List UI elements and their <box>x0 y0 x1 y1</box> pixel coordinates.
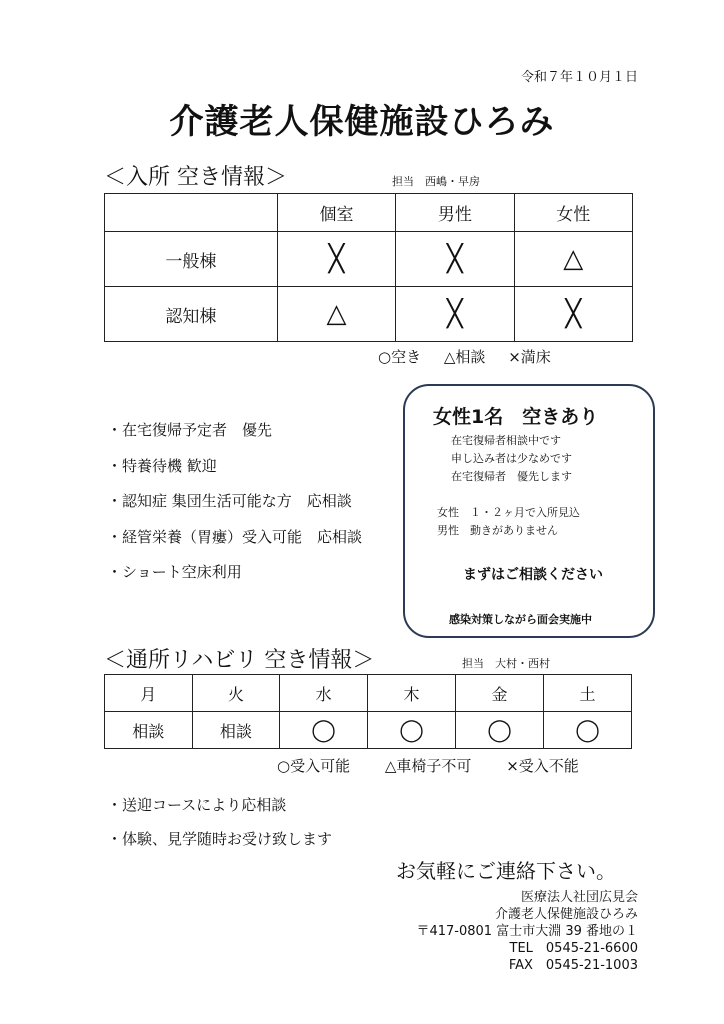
rehab-responsible: 担当 大村・西村 <box>462 657 550 670</box>
callout-headline: 女性1名 空きあり <box>433 406 599 428</box>
availability-symbol: ╳ <box>396 232 514 287</box>
day-availability: ◯ <box>368 712 456 749</box>
admission-section-title: ＜入所 空き情報＞ <box>104 165 287 190</box>
legend-item: △相談 <box>443 348 486 366</box>
list-item: ・経管栄養（胃瘻）受入可能 応相談 <box>107 527 363 546</box>
admission-vacancy-table <box>104 193 633 342</box>
day-header: 金 <box>456 675 544 712</box>
legend-item: △車椅子不可 <box>384 757 472 775</box>
availability-symbol: ╳ <box>277 232 395 287</box>
legend-item: ○受入可能 <box>277 757 351 775</box>
callout-line: 男性 動きがありません <box>437 524 558 537</box>
availability-symbol: ╳ <box>514 287 632 342</box>
callout-line: 在宅復帰者相談中です <box>451 434 561 447</box>
phone-number: TEL 0545-21-6600 <box>509 941 638 956</box>
callout-line: 在宅復帰者 優先します <box>451 470 572 483</box>
day-availability: ◯ <box>456 712 544 749</box>
list-item: ・在宅復帰予定者 優先 <box>107 421 273 439</box>
callout-line: 申し込み者は少なめです <box>451 452 572 465</box>
organization-name: 医療法人社団広見会 <box>520 890 638 905</box>
table-row <box>105 287 633 342</box>
column-header <box>105 194 278 232</box>
list-item: ・特養待機 歓迎 <box>107 456 217 475</box>
legend-item: ×受入不能 <box>506 757 579 775</box>
row-label: 認知棟 <box>105 287 278 342</box>
availability-symbol: △ <box>277 287 395 342</box>
admission-conditions-list <box>107 413 362 591</box>
column-header: 女性 <box>514 194 632 232</box>
column-header: 個室 <box>277 194 395 232</box>
vacancy-callout-box <box>403 384 655 638</box>
callout-status-lines <box>451 432 572 486</box>
day-availability: 相談 <box>105 712 193 749</box>
issue-date: 令和７年１０月１日 <box>520 70 638 85</box>
list-item: ・認知症 集団生活可能な方 応相談 <box>107 492 352 510</box>
column-header: 男性 <box>396 194 514 232</box>
postal-address: 〒417-0801 富士市大淵 39 番地の１ <box>416 924 638 939</box>
admission-legend <box>378 346 569 367</box>
day-header: 水 <box>280 675 368 712</box>
day-header: 月 <box>105 675 193 712</box>
table-header-row <box>105 194 633 232</box>
facility-name: 介護老人保健施設ひろみ <box>494 907 638 922</box>
callout-outlook-lines <box>437 504 580 540</box>
day-header: 土 <box>544 675 632 712</box>
rehab-notes-list <box>107 788 332 856</box>
list-item: ・体験、見学随時お受け致します <box>107 830 333 848</box>
fax-number: FAX 0545-21-1003 <box>508 958 638 973</box>
legend-item: ○空き <box>378 348 422 366</box>
callout-line: 女性 １・２ヶ月で入所見込 <box>437 506 580 519</box>
day-availability: ◯ <box>544 712 632 749</box>
facility-title: 介護老人保健施設ひろみ <box>169 102 555 142</box>
admission-responsible: 担当 西嶋・早房 <box>392 175 480 188</box>
availability-symbol: ╳ <box>396 287 514 342</box>
row-label: 一般棟 <box>105 232 278 287</box>
day-header: 火 <box>192 675 280 712</box>
table-header-row <box>105 675 632 712</box>
contact-footer <box>416 889 638 974</box>
table-row <box>105 232 633 287</box>
callout-cta: まずはご相談ください <box>463 567 603 583</box>
day-availability: ◯ <box>280 712 368 749</box>
closing-message: お気軽にご連絡下さい。 <box>396 859 616 883</box>
list-item: ・ショート空床利用 <box>107 563 242 581</box>
day-header: 木 <box>368 675 456 712</box>
table-row <box>105 712 632 749</box>
availability-symbol: △ <box>514 232 632 287</box>
callout-note: 感染対策しながら面会実施中 <box>449 613 592 626</box>
rehab-legend <box>277 755 609 776</box>
list-item: ・送迎コースにより応相談 <box>107 796 287 814</box>
legend-item: ×満床 <box>508 348 551 366</box>
day-availability: 相談 <box>192 712 280 749</box>
rehab-section-title: ＜通所リハビリ 空き情報＞ <box>104 648 375 673</box>
rehab-vacancy-table <box>104 674 632 749</box>
